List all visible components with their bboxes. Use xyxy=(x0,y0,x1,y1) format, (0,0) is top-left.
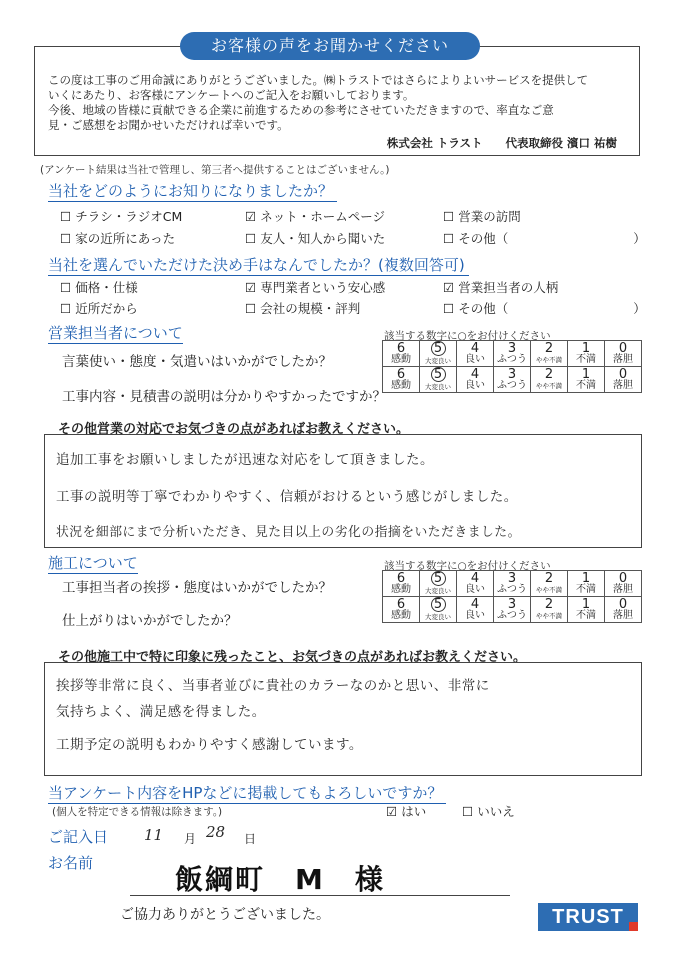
sales-rating-hint: 該当する数字に○をお付けください xyxy=(384,330,551,342)
publish-yes-option[interactable] xyxy=(386,802,426,820)
rating-cell-3[interactable]: 3 ふつう xyxy=(494,341,531,367)
rating-cell-6[interactable]: 6 感動 xyxy=(383,341,420,367)
page-title: お客様の声をお聞かせください xyxy=(180,32,480,60)
construction-rating-table xyxy=(382,570,642,623)
option-label: 会社の規模・評判 xyxy=(260,301,361,316)
sales-heading: 営業担当者について xyxy=(48,324,183,342)
trust-logo: TRUST xyxy=(538,903,638,931)
publish-no-option[interactable] xyxy=(462,802,515,820)
construction-question-1: 工事担当者の挨拶・態度はいかがでしたか？ xyxy=(62,580,332,596)
rating-cell-6[interactable]: 6 感動 xyxy=(383,597,420,623)
privacy-note: (アンケート結果は当社で管理し、第三者へ提供することはございません。) xyxy=(40,164,390,176)
rating-cell-3[interactable]: 3 ふつう xyxy=(494,367,531,393)
rating-row xyxy=(383,571,642,597)
q1-option-flyer[interactable] xyxy=(60,207,182,225)
construction-comment-line-1: 挨拶等非常に良く、当事者並びに貴社のカラーなのかと思い、非常に xyxy=(56,678,490,694)
q1-option-nearby[interactable] xyxy=(60,229,175,247)
logo-accent-square xyxy=(629,922,638,931)
rating-cell-5-selected[interactable]: 5 大変良い xyxy=(420,341,457,367)
q2-option-other[interactable] xyxy=(443,299,646,317)
construction-comment-line-3: 工期予定の説明もわかりやすく感謝しています。 xyxy=(56,737,363,753)
checkbox-icon[interactable]: ☐ xyxy=(462,804,474,819)
option-label: 家の近所にあった xyxy=(75,231,176,246)
checkbox-icon[interactable]: ☐ xyxy=(60,231,72,246)
checkbox-icon[interactable]: ☐ xyxy=(443,231,455,246)
intro-line-2: いくにあたり、お客様にアンケートへのご記入をお願いしております。 xyxy=(48,88,415,102)
sales-comment-line-1: 追加工事をお願いしましたが迅速な対応をして頂きました。 xyxy=(56,452,434,468)
construction-question-2: 仕上がりはいかがでしたか？ xyxy=(62,613,238,629)
checkbox-icon[interactable]: ☐ xyxy=(245,231,257,246)
checkbox-icon[interactable]: ☑ xyxy=(245,280,257,295)
rating-cell-0[interactable]: 0 落胆 xyxy=(605,341,642,367)
publish-note: (個人を特定できる情報は除きます。) xyxy=(52,806,223,818)
signature: 株式会社 トラスト 代表取締役 濱口 祐樹 xyxy=(386,136,617,150)
checkbox-icon[interactable]: ☑ xyxy=(245,209,257,224)
option-label: はい xyxy=(401,804,427,819)
option-label: 友人・知人から聞いた xyxy=(260,231,386,246)
rating-cell-5-selected[interactable]: 5 大変良い xyxy=(420,367,457,393)
rating-row xyxy=(383,597,642,623)
checkbox-icon[interactable]: ☑ xyxy=(386,804,398,819)
customer-name[interactable]: 飯綱町 M 様 xyxy=(175,863,385,896)
sales-comment-line-2: 工事の説明等丁寧でわかりやすく、信頼がおけるという感じがしました。 xyxy=(56,489,518,505)
sales-question-1: 言葉使い・態度・気遣いはいかがでしたか？ xyxy=(62,354,332,370)
publish-heading: 当アンケート内容をHPなどに掲載してもよろしいですか？ xyxy=(48,782,446,804)
checkbox-icon[interactable]: ☐ xyxy=(245,301,257,316)
day-unit: 日 xyxy=(244,832,257,846)
q1-option-friend[interactable] xyxy=(245,229,385,247)
sales-rating-table xyxy=(382,340,642,393)
rating-cell-0[interactable]: 0 落胆 xyxy=(605,597,642,623)
rating-cell-4[interactable]: 4 良い xyxy=(457,571,494,597)
option-label: その他（ ） xyxy=(458,231,646,246)
option-label: 営業の訪問 xyxy=(458,209,521,224)
rating-cell-1[interactable]: 1 不満 xyxy=(568,341,605,367)
construction-rating-hint: 該当する数字に○をお付けください xyxy=(384,560,551,572)
q2-option-specialist[interactable] xyxy=(245,278,385,296)
rating-cell-3[interactable]: 3 ふつう xyxy=(494,597,531,623)
option-label: 営業担当者の人柄 xyxy=(458,280,559,295)
option-label: 価格・仕様 xyxy=(75,280,138,295)
rating-cell-4[interactable]: 4 良い xyxy=(457,341,494,367)
thanks-message: ご協力ありがとうございました。 xyxy=(120,907,330,923)
intro-line-3: 今後、地域の皆様に貢献できる企業に前進するための参考にさせていただきますので、率直なご意 xyxy=(48,103,554,117)
rating-cell-1[interactable]: 1 不満 xyxy=(568,571,605,597)
entry-date-label: ご記入日 xyxy=(48,828,109,846)
construction-comment-line-2: 気持ちよく、満足感を得ました。 xyxy=(56,704,266,720)
rating-cell-2[interactable]: 2 やや不満 xyxy=(531,597,568,623)
q2-option-price[interactable] xyxy=(60,278,138,296)
rating-cell-2[interactable]: 2 やや不満 xyxy=(531,571,568,597)
intro-line-1: この度は工事のご用命誠にありがとうございました。㈱トラストではさらによりよいサービスを提供して xyxy=(48,73,589,87)
q1-option-other[interactable] xyxy=(443,229,646,247)
checkbox-icon[interactable]: ☑ xyxy=(443,280,455,295)
option-label: その他（ ） xyxy=(458,301,646,316)
construction-comment-prompt: その他施工中で特に印象に残ったこと、お気づきの点があればお教えください。 xyxy=(58,650,527,665)
month-unit: 月 xyxy=(184,832,197,846)
q1-option-web[interactable] xyxy=(245,207,385,225)
name-label: お名前 xyxy=(48,854,94,872)
q2-option-staff[interactable] xyxy=(443,278,558,296)
rating-cell-6[interactable]: 6 感動 xyxy=(383,571,420,597)
name-underline xyxy=(130,895,510,896)
rating-cell-4[interactable]: 4 良い xyxy=(457,367,494,393)
rating-cell-1[interactable]: 1 不満 xyxy=(568,367,605,393)
rating-cell-1[interactable]: 1 不満 xyxy=(568,597,605,623)
rating-cell-0[interactable]: 0 落胆 xyxy=(605,367,642,393)
q2-option-reputation[interactable] xyxy=(245,299,360,317)
checkbox-icon[interactable]: ☐ xyxy=(443,301,455,316)
checkbox-icon[interactable]: ☐ xyxy=(60,301,72,316)
option-label: ネット・ホームページ xyxy=(260,209,385,224)
q2-heading: 当社を選んでいただけた決め手はなんでしたか？(複数回答可) xyxy=(48,254,469,276)
sales-question-2: 工事内容・見積書の説明は分かりやすかったですか？ xyxy=(62,389,386,405)
sales-comment-line-3: 状況を細部にまで分析いただき、見た目以上の劣化の指摘をいただきました。 xyxy=(56,525,521,540)
rating-cell-6[interactable]: 6 感動 xyxy=(383,367,420,393)
option-label: チラシ・ラジオCM xyxy=(75,209,183,224)
rating-cell-2[interactable]: 2 やや不満 xyxy=(531,341,568,367)
construction-heading: 施工について xyxy=(48,554,138,572)
q1-option-visit[interactable] xyxy=(443,207,521,225)
q2-option-nearby[interactable] xyxy=(60,299,138,317)
rating-cell-2[interactable]: 2 やや不満 xyxy=(531,367,568,393)
checkbox-icon[interactable]: ☐ xyxy=(60,209,72,224)
intro-line-4: 見・ご感想をお聞かせいただければ幸いです。 xyxy=(48,118,289,132)
checkbox-icon[interactable]: ☐ xyxy=(443,209,455,224)
rating-row xyxy=(383,341,642,367)
option-label: いいえ xyxy=(477,804,515,819)
rating-row xyxy=(383,367,642,393)
checkbox-icon[interactable]: ☐ xyxy=(60,280,72,295)
rating-cell-0[interactable]: 0 落胆 xyxy=(605,571,642,597)
rating-cell-5-selected[interactable]: 5 大変良い xyxy=(420,571,457,597)
q1-heading: 当社をどのようにお知りになりましたか？ xyxy=(48,180,337,202)
option-label: 専門業者という安心感 xyxy=(260,280,386,295)
sales-comment-prompt: その他営業の対応でお気づきの点があればお教えください。 xyxy=(58,422,410,437)
option-label: 近所だから xyxy=(75,301,138,316)
rating-cell-5-selected[interactable]: 5 大変良い xyxy=(420,597,457,623)
rating-cell-3[interactable]: 3 ふつう xyxy=(494,571,531,597)
entry-month-value[interactable]: 11 xyxy=(144,826,164,844)
rating-cell-4[interactable]: 4 良い xyxy=(457,597,494,623)
entry-day-value[interactable]: 28 xyxy=(206,823,226,841)
